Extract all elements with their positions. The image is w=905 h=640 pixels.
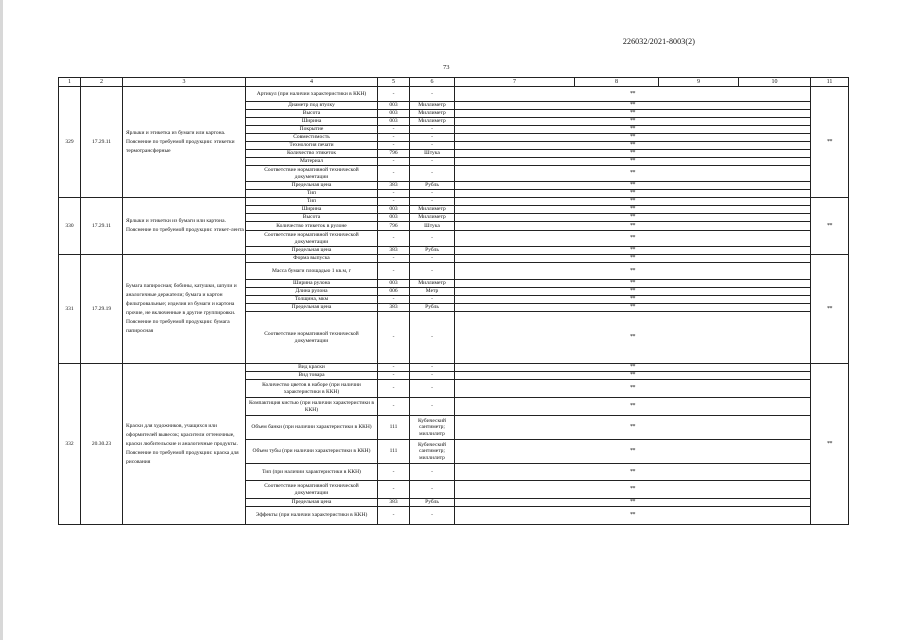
- characteristic-name: Количество этикеток: [246, 150, 378, 158]
- unit-code: 111: [378, 416, 410, 440]
- characteristic-name: Количество этикеток в рулоне: [246, 222, 378, 231]
- unit-name: -: [410, 312, 455, 364]
- characteristic-value: **: [455, 247, 811, 255]
- characteristic-value: **: [455, 102, 811, 110]
- unit-code: -: [378, 380, 410, 398]
- characteristic-name: Количество цветов в наборе (при наличии характеристики в ККН): [246, 380, 378, 398]
- unit-code: -: [378, 507, 410, 525]
- unit-code: 003: [378, 118, 410, 126]
- unit-name: Миллиметр: [410, 280, 455, 288]
- table-row: [59, 198, 849, 206]
- unit-name: -: [410, 507, 455, 525]
- characteristic-value: **: [455, 190, 811, 198]
- characteristic-value: **: [455, 280, 811, 288]
- characteristic-name: Форма выпуска: [246, 255, 378, 263]
- unit-name: Миллиметр: [410, 214, 455, 222]
- characteristic-name: Эффекты (при наличии характеристики в ККН): [246, 507, 378, 525]
- column-number: 8: [575, 78, 659, 87]
- unit-name: Кубический сантиметр; миллилитр: [410, 416, 455, 440]
- item-number: 331: [59, 255, 81, 364]
- characteristic-value: **: [455, 312, 811, 364]
- unit-code: -: [378, 190, 410, 198]
- unit-name: Миллиметр: [410, 110, 455, 118]
- column-number: 9: [659, 78, 739, 87]
- characteristic-value: **: [455, 150, 811, 158]
- characteristic-value: **: [455, 263, 811, 280]
- unit-code: -: [378, 126, 410, 134]
- column-number: 11: [811, 78, 849, 87]
- instruction-value: **: [811, 87, 849, 198]
- characteristic-value: **: [455, 110, 811, 118]
- unit-code: 111: [378, 440, 410, 464]
- column-number: 5: [378, 78, 410, 87]
- product-name: Бумага папиросная; бобины, катушки, шпули и аналогичные держатели; бумага и картон фильтровальные; изделия из бумаги и картона прочие, не включенные в другие группировки. Пояснение по требуемой продукции: бумага папиросная: [123, 255, 246, 364]
- column-number: 3: [123, 78, 246, 87]
- unit-code: 383: [378, 247, 410, 255]
- characteristic-value: **: [455, 481, 811, 499]
- characteristic-name: Вид товара: [246, 372, 378, 380]
- characteristic-name: Соответствие нормативной технической документации: [246, 481, 378, 499]
- characteristic-value: **: [455, 166, 811, 182]
- unit-code: -: [378, 166, 410, 182]
- unit-code: -: [378, 142, 410, 150]
- product-name: Краски для художников, учащихся или оформителей вывесок; красители оттеночные, краски любительские и аналогичные продукты. Пояснение по требуемой продукции: краска для рисования: [123, 364, 246, 525]
- characteristic-name: Соответствие нормативной технической документации: [246, 312, 378, 364]
- characteristic-name: Технология печати: [246, 142, 378, 150]
- okpd-code: 17.29.11: [81, 198, 123, 255]
- characteristic-value: **: [455, 398, 811, 416]
- characteristic-value: **: [455, 222, 811, 231]
- item-number: 330: [59, 198, 81, 255]
- characteristic-name: Материал: [246, 158, 378, 166]
- unit-name: -: [410, 372, 455, 380]
- characteristic-name: Артикул (при наличии характеристики в ККН): [246, 87, 378, 102]
- table-row: [59, 364, 849, 372]
- unit-code: 006: [378, 288, 410, 296]
- document-id: 226032/2021-8003(2): [622, 37, 695, 46]
- characteristic-name: Объем банки (при наличии характеристики в ККН): [246, 416, 378, 440]
- characteristics-table: [58, 77, 849, 525]
- instruction-value: **: [811, 198, 849, 255]
- characteristic-value: **: [455, 296, 811, 304]
- column-number: 2: [81, 78, 123, 87]
- column-number: 4: [246, 78, 378, 87]
- unit-code: -: [378, 231, 410, 247]
- unit-code: 003: [378, 110, 410, 118]
- unit-code: 003: [378, 214, 410, 222]
- characteristic-name: Вид краски: [246, 364, 378, 372]
- characteristic-name: Предельная цена: [246, 499, 378, 507]
- okpd-code: 20.30.23: [81, 364, 123, 525]
- characteristic-value: **: [455, 288, 811, 296]
- characteristic-value: **: [455, 304, 811, 312]
- unit-name: -: [410, 198, 455, 206]
- characteristic-name: Тип (при наличии характеристики в ККН): [246, 464, 378, 481]
- unit-name: Миллиметр: [410, 102, 455, 110]
- characteristic-name: Тип: [246, 190, 378, 198]
- column-number: 10: [739, 78, 811, 87]
- characteristic-value: **: [455, 499, 811, 507]
- characteristic-value: **: [455, 416, 811, 440]
- item-number: 332: [59, 364, 81, 525]
- unit-name: -: [410, 263, 455, 280]
- unit-code: -: [378, 87, 410, 102]
- characteristic-name: Соответствие нормативной технической документации: [246, 231, 378, 247]
- characteristic-name: Длина рулона: [246, 288, 378, 296]
- characteristic-name: Компактиция кистью (при наличии характеристики в ККН): [246, 398, 378, 416]
- unit-name: Метр: [410, 288, 455, 296]
- table-row: [59, 87, 849, 102]
- characteristic-value: **: [455, 364, 811, 372]
- column-number: 7: [455, 78, 575, 87]
- characteristic-name: Масса бумаги площадью 1 кв.м, г: [246, 263, 378, 280]
- unit-code: 796: [378, 150, 410, 158]
- unit-code: 003: [378, 102, 410, 110]
- unit-name: -: [410, 364, 455, 372]
- unit-name: -: [410, 166, 455, 182]
- scan-edge: [0, 0, 3, 640]
- unit-code: -: [378, 312, 410, 364]
- unit-name: Штука: [410, 150, 455, 158]
- unit-name: -: [410, 296, 455, 304]
- unit-code: -: [378, 198, 410, 206]
- unit-code: -: [378, 364, 410, 372]
- unit-name: Кубический сантиметр; миллилитр: [410, 440, 455, 464]
- unit-name: -: [410, 231, 455, 247]
- characteristic-value: **: [455, 87, 811, 102]
- characteristic-value: **: [455, 507, 811, 525]
- characteristic-value: **: [455, 134, 811, 142]
- unit-code: 383: [378, 304, 410, 312]
- column-number: 6: [410, 78, 455, 87]
- characteristic-name: Высота: [246, 214, 378, 222]
- unit-name: -: [410, 87, 455, 102]
- characteristic-name: Предельная цена: [246, 247, 378, 255]
- unit-name: -: [410, 255, 455, 263]
- unit-name: -: [410, 464, 455, 481]
- unit-code: -: [378, 481, 410, 499]
- unit-name: -: [410, 380, 455, 398]
- unit-name: Штука: [410, 222, 455, 231]
- characteristic-value: **: [455, 440, 811, 464]
- unit-name: Рубль: [410, 182, 455, 190]
- page-number: 73: [443, 64, 450, 71]
- unit-name: -: [410, 158, 455, 166]
- characteristic-name: Ширина: [246, 206, 378, 214]
- unit-code: 796: [378, 222, 410, 231]
- column-number-row: [59, 78, 849, 87]
- unit-code: -: [378, 398, 410, 416]
- unit-code: -: [378, 372, 410, 380]
- characteristic-value: **: [455, 118, 811, 126]
- characteristic-name: Ширина рулона: [246, 280, 378, 288]
- characteristic-name: Объем тубы (при наличии характеристики в ККН): [246, 440, 378, 464]
- characteristic-name: Предельная цена: [246, 182, 378, 190]
- characteristic-name: Предельная цена: [246, 304, 378, 312]
- instruction-value: **: [811, 255, 849, 364]
- characteristic-name: Диаметр под втулку: [246, 102, 378, 110]
- characteristic-name: Совместимость: [246, 134, 378, 142]
- characteristic-value: **: [455, 126, 811, 134]
- unit-name: -: [410, 190, 455, 198]
- unit-code: -: [378, 158, 410, 166]
- unit-name: -: [410, 126, 455, 134]
- unit-code: 383: [378, 499, 410, 507]
- characteristic-value: **: [455, 158, 811, 166]
- characteristic-name: Тип: [246, 198, 378, 206]
- okpd-code: 17.29.11: [81, 87, 123, 198]
- unit-name: Миллиметр: [410, 118, 455, 126]
- characteristic-value: **: [455, 255, 811, 263]
- item-number: 329: [59, 87, 81, 198]
- instruction-value: **: [811, 364, 849, 525]
- characteristic-value: **: [455, 206, 811, 214]
- unit-code: -: [378, 134, 410, 142]
- unit-code: -: [378, 464, 410, 481]
- characteristic-value: **: [455, 372, 811, 380]
- characteristic-name: Соответствие нормативной технической документации: [246, 166, 378, 182]
- unit-code: 003: [378, 206, 410, 214]
- characteristic-name: Покрытие: [246, 126, 378, 134]
- unit-name: Миллиметр: [410, 206, 455, 214]
- okpd-code: 17.29.19: [81, 255, 123, 364]
- product-name: Ярлыки и этикетка из бумаги или картона. Пояснение по требуемой продукции: этикетки термотрансферные: [123, 87, 246, 198]
- unit-name: Рубль: [410, 247, 455, 255]
- unit-name: -: [410, 398, 455, 416]
- unit-name: -: [410, 134, 455, 142]
- unit-name: -: [410, 481, 455, 499]
- unit-code: 003: [378, 280, 410, 288]
- unit-code: -: [378, 255, 410, 263]
- characteristic-name: Высота: [246, 110, 378, 118]
- characteristic-value: **: [455, 142, 811, 150]
- unit-name: Рубль: [410, 499, 455, 507]
- characteristic-value: **: [455, 380, 811, 398]
- column-number: 1: [59, 78, 81, 87]
- product-name: Ярлыки и этикетки из бумаги или картона. Пояснение по требуемой продукции: этикет-лента: [123, 198, 246, 255]
- characteristic-value: **: [455, 198, 811, 206]
- unit-code: -: [378, 296, 410, 304]
- characteristic-value: **: [455, 464, 811, 481]
- characteristic-value: **: [455, 214, 811, 222]
- characteristic-value: **: [455, 182, 811, 190]
- characteristic-name: Ширина: [246, 118, 378, 126]
- table-row: [59, 255, 849, 263]
- unit-name: -: [410, 142, 455, 150]
- unit-name: Рубль: [410, 304, 455, 312]
- unit-code: -: [378, 263, 410, 280]
- unit-code: 383: [378, 182, 410, 190]
- characteristic-value: **: [455, 231, 811, 247]
- characteristic-name: Толщина, мкм: [246, 296, 378, 304]
